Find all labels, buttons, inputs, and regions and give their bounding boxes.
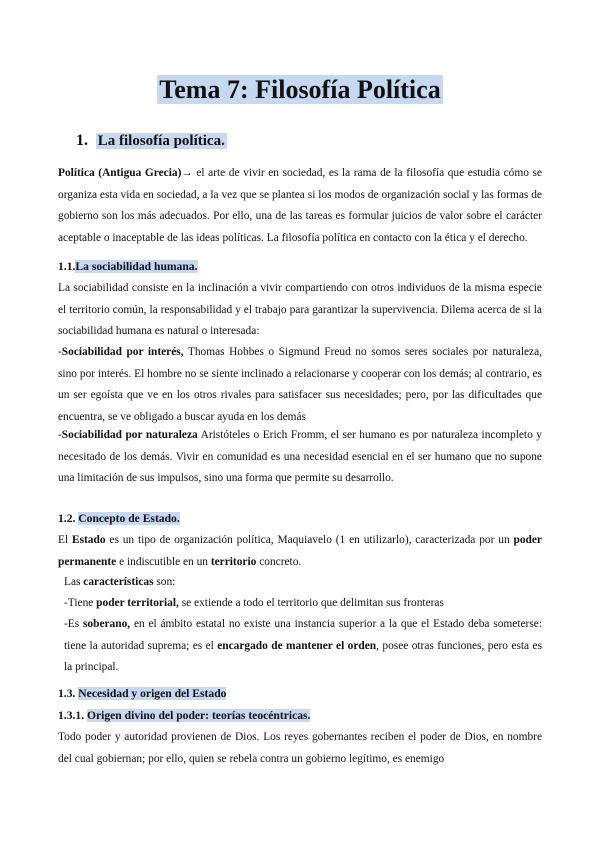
section-1-number: 1. — [76, 132, 88, 149]
section-1-1-heading — [58, 257, 198, 277]
text-run: -Tiene — [64, 597, 97, 609]
section-1-2-title: Concepto de Estado. — [78, 512, 180, 525]
territorial-power-term: poder territorial, — [96, 597, 179, 609]
sociability-text: La sociabilidad consiste en la inclinación a vivir compartiendo con otros individuos de la misma especie el territorio común, la responsabilidad y el trabajo para garantizar la supervivencia. Dilema acerca de si la sociabilidad humana es natural o interesada: — [58, 282, 542, 337]
text-run: -Es — [64, 618, 83, 630]
section-1-3-number: 1.3. — [58, 687, 79, 700]
intro-term: Política (Antigua Grecia)→ — [58, 167, 193, 179]
item-prefix: - — [58, 429, 62, 441]
section-1-3-title: Necesidad y origen del Estado — [78, 687, 227, 700]
sociability-nature-item — [58, 425, 542, 490]
text-run: , posee otras funciones, pero esta es la principal. — [64, 639, 542, 673]
text-run: e indiscutible en un — [116, 555, 211, 568]
text-run: se extiende a todo el territorio que delimitan sus fronteras — [178, 597, 444, 609]
sociability-interest-text: Thomas Hobbes o Sigmund Freud no somos seres sociales por naturaleza, sino por interés. El hombre no se siente inclinado a relacionarse y cooperar con los demás; al contrario, es un ser egoísta que ve en los otros rivales para satisfacer sus necesidades; pero, por las dificultades que encuentra, se ve obligado a buscar ayuda en los demás — [58, 346, 542, 423]
sociability-paragraph — [58, 278, 542, 343]
intro-text: el arte de vivir en sociedad, es la rama de la filosofía que estudia cómo se organiza esta vida en sociedad, a la vez que se plantea si los modos de organización social y las formas de gobierno son los más adecuados. Por ello, una de las tareas es formular juicios de valor sobre el carácter aceptable o inaceptable de las ideas políticas. La filosofía política en contacto con la ética y el derecho. — [58, 167, 542, 244]
section-1-2-heading — [58, 509, 180, 529]
state-definition-paragraph — [58, 530, 542, 573]
page-title — [58, 73, 542, 107]
characteristic-territorial — [58, 593, 542, 615]
section-1-title: La filosofía política. — [97, 133, 225, 149]
section-1-3-heading — [58, 684, 226, 704]
order-term: encargado de mantener el orden — [217, 639, 377, 652]
sociability-nature-text: Aristóteles o Erich Fromm, el ser humano es por naturaleza incompleto y necesitado de los demás. Vivir en comunidad es una necesidad esencial en el ser humano que no supone una limitación de sus impulsos, sino una forma que permite su desarrollo. — [58, 429, 542, 484]
divine-origin-paragraph — [58, 727, 542, 770]
section-1-heading — [76, 130, 227, 152]
text-run: El — [58, 534, 72, 546]
item-prefix: - — [58, 346, 62, 358]
section-1-1-title: La sociabilidad humana. — [75, 260, 198, 273]
characteristics-intro — [58, 572, 542, 594]
intro-paragraph — [58, 163, 542, 249]
sociability-interest-term: Sociabilidad por interés, — [61, 346, 184, 358]
territory-term: territorio — [210, 555, 257, 568]
text-run: son: — [153, 576, 176, 588]
text-run: concreto. — [256, 555, 302, 568]
section-1-3-1-title: Origen divino del poder: teorías teocéntricas. — [86, 709, 311, 722]
sociability-nature-term: Sociabilidad por naturaleza — [61, 429, 198, 441]
section-1-2-number: 1.2. — [58, 512, 79, 525]
page-title-text: Tema 7: Filosofía Política — [159, 75, 441, 104]
section-1-3-1-number: 1.3.1. — [58, 709, 87, 722]
characteristic-sovereign — [58, 614, 542, 679]
sovereign-term: soberano, — [82, 618, 131, 630]
characteristics-term: características — [83, 576, 154, 588]
text-run: es un tipo de organización política, Maquiavelo (1 en utilizarlo), caracterizada por un — [105, 534, 514, 546]
text-run: en el ámbito estatal no existe una instancia superior a la que el Estado deba someterse: tiene la autoridad suprema; es el — [64, 618, 542, 652]
state-term: Estado — [71, 534, 106, 546]
divine-origin-text: Todo poder y autoridad provienen de Dios. Los reyes gobernantes reciben el poder de Dios, en nombre del cual gobiernan; por ello, quien se rebela contra un gobierno legítimo, es enemigo — [58, 731, 542, 765]
section-1-3-1-heading — [58, 706, 310, 726]
sociability-interest-item — [58, 342, 542, 428]
text-run: Las — [64, 576, 84, 588]
permanent-power-term: poder permanente — [58, 534, 542, 568]
section-1-1-number: 1.1. — [58, 260, 76, 273]
